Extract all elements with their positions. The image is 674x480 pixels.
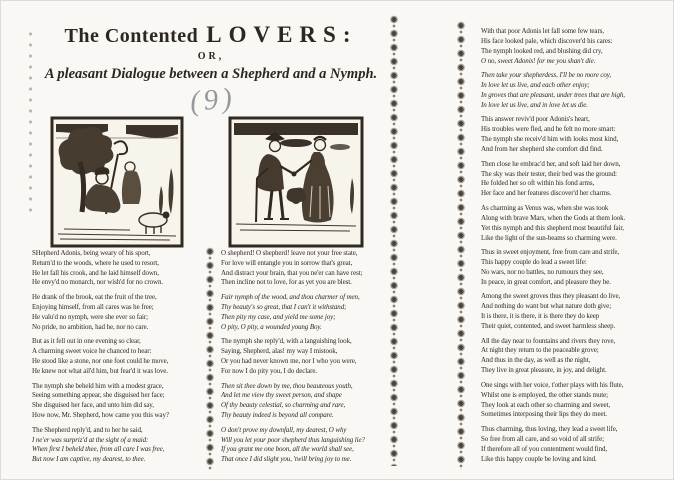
verse-line: One sings with her voice, t'other plays with his flute,	[481, 379, 624, 389]
verse-line: No pride, no ambition, had he, nor no care.	[32, 321, 149, 331]
verse-line: Their quiet, contented, and sweet harmless sheep.	[481, 321, 616, 331]
stanza-lines	[221, 425, 391, 464]
stanza-lines	[32, 336, 202, 375]
stanza-lines	[32, 381, 202, 420]
verse-line: Among the sweet groves thus they pleasant do live,	[481, 291, 621, 301]
verse-line: SHepherd Adonis, being weary of his sport,	[32, 248, 151, 257]
verse-line: The nymph she beheld him with a modest grace,	[32, 380, 164, 390]
verse-line: It is there, it is there, it is there they do keep	[481, 311, 600, 321]
verse-stanza	[481, 26, 665, 66]
verse-line: He valu'd no nymph, were she ever so fair;	[32, 311, 148, 321]
stanza-lines	[221, 336, 391, 375]
verse-stanza	[32, 336, 202, 375]
stanza-lines	[481, 26, 665, 66]
verse-line: Like the light of the sun-beams so charming were.	[481, 232, 617, 242]
verse-line: But now I am captive, my dearest, to thee.	[32, 454, 146, 464]
verse-line: Thy beauty's so great, that I can't it withstand;	[221, 301, 347, 311]
verse-stanza	[221, 336, 391, 375]
verse-line: He knew not what ail'd him, but fear'd it was love.	[32, 365, 168, 375]
stanza-lines	[221, 381, 391, 420]
verse-line: O no, sweet Adonis! for me you shan't die.	[481, 55, 596, 65]
stanza-lines	[32, 292, 202, 331]
verse-line: In groves that are pleasant, under trees that are high,	[481, 90, 625, 100]
shepherd-under-tree-illustration	[50, 116, 184, 248]
verse-line: I ne'er was surpriz'd at the sight of a maid:	[32, 434, 149, 444]
verse-line: A charming sweet voice he chanced to hear:	[32, 346, 152, 356]
verse-stanza	[481, 380, 665, 420]
verse-line: O pity, O pity, a wounded young Boy.	[221, 321, 322, 331]
verse-line: With that poor Adonis let fall some few tears,	[481, 26, 604, 35]
verse-line: Fair nymph of the wood, and thou charmer of men,	[221, 292, 360, 302]
verse-line: When first I beheld thee, from all care I was free,	[32, 444, 165, 454]
verse-line: Yet this nymph and this shepherd most beautiful fair,	[481, 222, 624, 232]
stanza-lines	[481, 380, 665, 420]
verse-line: Seeing something appear, she disguised her face;	[32, 390, 165, 400]
verse-stanza	[481, 159, 665, 199]
verse-line: This happy couple do lead a sweet life:	[481, 257, 587, 266]
verse-line: He drank of the brook, eat the fruit of the tree,	[32, 292, 157, 302]
verse-line: He folded her so oft within his fond arms,	[481, 178, 595, 188]
verse-line: And let me view thy sweet person, and shape	[221, 390, 342, 400]
verse-line: Of thy beauty celestial, so charming and rare,	[221, 400, 346, 410]
verse-stanza	[32, 381, 202, 420]
verse-line: In love let us live, and each other enjoy;	[481, 80, 590, 90]
title-or-label: OR,	[197, 51, 225, 62]
verse-line: Then pity my case, and yield me some joy;	[221, 311, 336, 321]
verse-line: All the day near to fountains and rivers they rove,	[481, 335, 616, 345]
left-page-right-ornament-border	[388, 14, 400, 466]
verse-line: Whilst one is employed, the other stands mute;	[481, 389, 608, 399]
verse-stanza	[221, 425, 391, 464]
verse-stanza	[221, 248, 391, 287]
verse-line: No wars, nor no battles, no rumours they see,	[481, 266, 604, 276]
stanza-lines	[32, 425, 202, 464]
verse-stanza	[221, 381, 391, 420]
verse-stanza	[481, 114, 665, 154]
stanza-lines	[481, 203, 665, 243]
stanza-lines	[221, 292, 391, 331]
verse-line: O shepherd! O shepherd! leave not your free state,	[221, 248, 358, 257]
stanza-lines	[481, 336, 665, 376]
verse-stanza	[481, 336, 665, 376]
verse-stanza	[481, 203, 665, 243]
verse-line: Saying, Shepherd, alas! my way I mistook,	[221, 346, 338, 356]
stanza-lines	[481, 114, 665, 154]
verse-line: Her face and her features discover'd her charms.	[481, 188, 612, 198]
verse-line: In love let us live, and in love let us die.	[481, 99, 588, 109]
verse-line: And from her shepherd she comfort did find.	[481, 144, 603, 154]
verse-line: Then sit thee down by me, thou beauteous youth,	[221, 380, 353, 390]
stanza-lines	[221, 248, 391, 287]
verse-line: He envy'd no monarch, nor wish'd for no crown.	[32, 277, 163, 287]
verse-line: He stood like a stone, nor one foot could he move,	[32, 355, 169, 365]
verse-line: And distract your brain, that you ne'er can have rest;	[221, 267, 363, 277]
verse-line: In peace, in great comfort, and pleasure they be.	[481, 276, 611, 286]
verse-line: The nymph she receiv'd him with looks most kind,	[481, 134, 619, 144]
verse-line: O don't prove my downfall, my dearest, O why	[221, 424, 347, 434]
verse-line: Or you had never known me, nor I who you were,	[221, 355, 357, 365]
verse-line: Enjoying himself, from all cares was he free;	[32, 301, 154, 311]
verse-line: Thy beauty indeed is beyond all compare.	[221, 409, 334, 419]
verse-line: Thus charming, thus loving, they lead a sweet life,	[481, 423, 618, 433]
stanza-lines	[481, 291, 665, 331]
verse-line: For love will entangle you in sorrow that's great,	[221, 257, 353, 267]
verse-line: If you grant me one boon, all the world shall see,	[221, 444, 354, 454]
stanza-lines	[481, 70, 665, 110]
stanza-lines	[481, 159, 665, 199]
verse-line: At night they return to the peaceable grove;	[481, 345, 599, 355]
courting-couple-woodcut	[228, 116, 364, 248]
verse-line: They look at each other so charming and sweet,	[481, 399, 611, 409]
stanza-lines	[481, 247, 665, 287]
verse-line: This answer reviv'd poor Adonis's heart,	[481, 114, 590, 124]
verse-line: Then incline not to love, for as yet you are blest.	[221, 277, 352, 287]
left-page-column-2	[221, 248, 391, 469]
verse-line: If therefore all of you contentment would find,	[481, 443, 608, 453]
verse-line: For now I do pity you, I do declare.	[221, 365, 318, 375]
verse-line: How now, Mr. Shepherd, how came you this way?	[32, 409, 169, 419]
title-prefix: The Contented	[64, 25, 199, 47]
verse-stanza	[481, 70, 665, 110]
verse-line: His troubles were fled, and he felt no more smart:	[481, 124, 616, 134]
verse-line: Along with brave Mars, when the Gods at them look.	[481, 212, 626, 222]
verse-stanza	[32, 425, 202, 464]
handwritten-page-number: (9)	[188, 82, 238, 118]
verse-line: But as it fell out in one evening so clear,	[32, 336, 141, 346]
courting-couple-illustration	[228, 116, 364, 248]
verse-line: And thus in the day, as well as the night,	[481, 355, 591, 365]
left-page-column-1	[32, 248, 202, 469]
verse-line: Will you let your poor shepherd thus languishing lie?	[221, 434, 365, 444]
verse-line: They live in great pleasure, in joy, and delight.	[481, 365, 607, 375]
title-emphasis: LOVERS:	[206, 22, 358, 47]
verse-line: And nothing do want but what nature doth give;	[481, 301, 612, 311]
verse-stanza	[481, 247, 665, 287]
verse-stanza	[481, 291, 665, 331]
right-page-left-ornament-border	[455, 20, 467, 470]
mid-column-ornament-border	[204, 246, 216, 470]
verse-line: Like this happy couple be loving and kind.	[481, 453, 597, 463]
verse-line: Thus in sweet enjoyment, free from care and strife,	[481, 247, 620, 257]
verse-stanza	[481, 424, 665, 464]
shepherd-under-tree-woodcut	[50, 116, 184, 248]
verse-line: So free from all care, and so void of all strife;	[481, 433, 604, 443]
stanza-lines	[32, 248, 202, 287]
verse-line: Return'd to the woods, where he used to resort,	[32, 257, 159, 267]
title-subtitle: A pleasant Dialogue between a Shepherd and a Nymph.	[44, 66, 378, 82]
right-page-column	[481, 26, 665, 468]
verse-line: The sky was their tester, their bed was the ground:	[481, 168, 617, 178]
verse-line: The Shepherd reply'd, and to her he said,	[32, 424, 143, 434]
verse-line: That once I did slight you, 'twill bring joy to me.	[221, 454, 352, 464]
verse-stanza	[32, 248, 202, 287]
stanza-lines	[481, 424, 665, 464]
page-title	[25, 22, 397, 48]
verse-line: She disguised her face, and unto him did say,	[32, 400, 154, 410]
verse-line: As charming as Venus was, when she was took	[481, 202, 609, 212]
verse-line: The nymph she reply'd, with a languishing look,	[221, 336, 352, 346]
verse-line: Sometimes interposing their lips they do meet.	[481, 409, 607, 419]
title-block	[25, 22, 397, 83]
verse-stanza	[32, 292, 202, 331]
verse-stanza	[221, 292, 391, 331]
verse-line: He let fall his crook, and he laid himself down,	[32, 267, 159, 277]
verse-line: His face looked pale, which discover'd his cares:	[481, 35, 613, 45]
verse-line: Then close he embrac'd her, and soft laid her down,	[481, 158, 621, 168]
verse-line: Then take your shepherdess, I'll be no more coy,	[481, 70, 612, 80]
verse-line: The nymph looked red, and blushing did cry,	[481, 45, 603, 55]
